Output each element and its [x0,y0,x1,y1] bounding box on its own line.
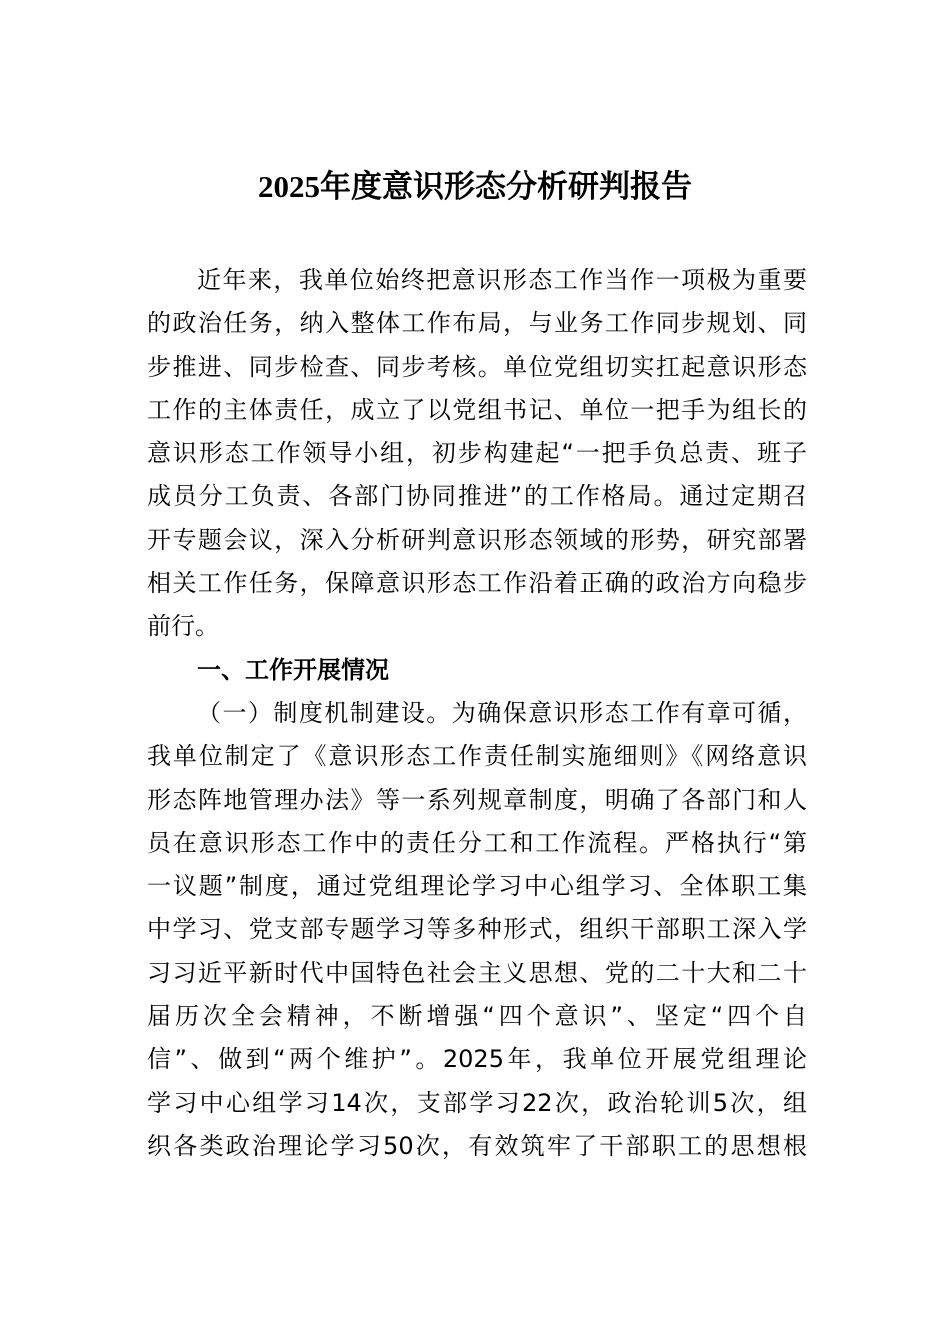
intro-paragraph [147,259,807,649]
paragraph-line: 成员分工负责、各部门协同推进”的工作格局。通过定期召 [147,482,807,511]
paragraph-line: 织各类政治理论学习50次，有效筑牢了干部职工的思想根 [147,1131,807,1160]
subsection-paragraph [147,692,807,1168]
paragraph-line: 开专题会议，深入分析研判意识形态领域的形势，研究部署 [147,525,807,554]
paragraph-line: 相关工作任务，保障意识形态工作沿着正确的政治方向稳步 [147,569,807,598]
paragraph-line: 工作的主体责任，成立了以党组书记、单位一把手为组长的 [147,395,807,424]
paragraph-line: 员在意识形态工作中的责任分工和工作流程。严格执行“第 [147,828,807,857]
paragraph-line: 步推进、同步检查、同步考核。单位党组切实扛起意识形态 [147,352,807,381]
paragraph-line: 近年来，我单位始终把意识形态工作当作一项极为重要 [197,266,807,294]
paragraph-line: 学习中心组学习14次，支部学习22次，政治轮训5次，组 [147,1088,807,1117]
paragraph-line: （一）制度机制建设。为确保意识形态工作有章可循， [197,698,807,727]
paragraph-line: 意识形态工作领导小组，初步构建起“一把手负总责、班子 [147,439,807,468]
paragraph-line: 前行。 [147,612,219,641]
section-heading: 一、工作开展情况 [197,655,389,684]
paragraph-line: 习习近平新时代中国特色社会主义思想、党的二十大和二十 [147,958,807,987]
paragraph-line: 中学习、党支部专题学习等多种形式，组织干部职工深入学 [147,915,807,944]
paragraph-line: 一议题”制度，通过党组理论学习中心组学习、全体职工集 [147,872,807,901]
paragraph-line: 形态阵地管理办法》等一系列规章制度，明确了各部门和人 [147,785,807,814]
document-title: 2025年度意识形态分析研判报告 [258,169,692,204]
paragraph-line: 的政治任务，纳入整体工作布局，与业务工作同步规划、同 [147,309,807,338]
document-body [147,259,807,1168]
paragraph-line: 我单位制定了《意识形态工作责任制实施细则》《网络意识 [147,742,807,771]
paragraph-line: 届历次全会精神，不断增强“四个意识”、坚定“四个自 [147,1002,807,1031]
paragraph-line: 信”、做到“两个维护”。2025年，我单位开展党组理论 [147,1045,807,1074]
